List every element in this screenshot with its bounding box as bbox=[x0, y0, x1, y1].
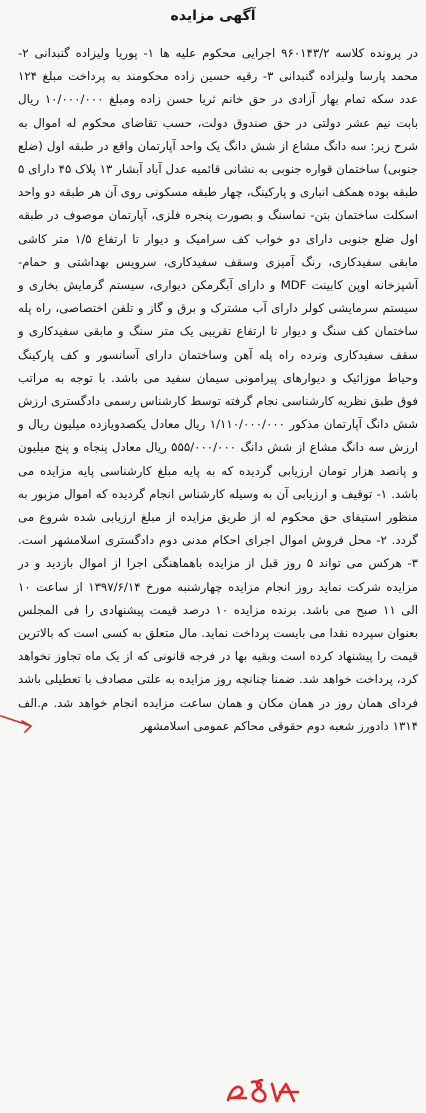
notice-paragraph: در پرونده کلاسه ۹۶۰۱۴۳/۲ اجرایی محکوم علیه ها ۱- پوریا ولیزاده گنبدانی ۲- محمد پارسا ولیزاده گنبدانی ۳- رقیه حسین زاده محکومند به پرداخت مبلغ ۱۲۴ عدد سکه تمام بهار آزادی در حق خانم ثریا حسن زاده ومبلغ ۱۰/۰۰۰/۰۰۰ ریال بابت نیم عشر دولتی در حق صندوق دولت، حسب تقاضای محکوم له اموال به شرح زیر: سه دانگ مشاع از شش دانگ یک واحد آپارتمان واقع در طبقه اول (ضلع جنوبی) ساختمان قواره جنوبی به نشانی قائمیه عدل آباد آبشار ۱۳ پلاک ۴۵ دارای ۵ طبقه بوده همکف انباری و پارکینگ، چهار طبقه مسکونی روی آن هر طبقه دو واحد اسکلت ساختمان بتن- نماسنگ و بصورت پنجره فلزی، آپارتمان موصوف در طبقه اول ضلع جنوبی دارای دو خواب کف سرامیک و دیوار تا ارتفاع ۱/۵ متر کاشی مابقی سفیدکاری، رنگ آمیزی وسقف سفیدکاری، سرویس بهداشتی و حمام- آشپزخانه اوپن کابینت MDF و دارای آبگرمکن دیواری، سیستم گرمایش بخاری و سیستم سرمایشی کولر دارای آب مشترک و برق و گاز و تلفن اختصاصی، راه پله ساختمان کف سنگ و دیوار تا ارتفاع تقریبی یک متر سنگ و مابقی سفیدکاری و سقف سفیدکاری ونرده راه پله آهن وساختمان دارای آسانسور و کف پارکینگ وحیاط موزائیک و دیوارهای پیرامونی سیمان سفید می باشد. با توجه به مراتب فوق طبق نظریه کارشناسی نجام گرفته توسط کارشناس رسمی دادگستری ارزش شش دانگ آپارتمان مذکور ۱/۱۱۰/۰۰۰/۰۰۰ ریال معادل یکصدویازده میلیون ریال و ارزش سه دانگ مشاع از شش دانگ ۵۵۵/۰۰۰/۰۰۰ ریال معادل پنجاه و پنج میلیون و پانصد هزار تومان ارزیابی گردیده که به پایه مبلغ کارشناسی پایه مزایده می باشد. ۱- توقیف و ارزیابی آن به وسیله کارشناس انجام گردیده که اموال مزبور به منظور استیفای حق محکوم له از طریق مزایده از مبلغ ارزیابی شده شروع می گردد. ۲- محل فروش اموال اجرای احکام مدنی دوم دادگستری اسلامشهر است. ۳- هرکس می تواند ۵ روز قبل از مزایده باهماهنگی اجرا از اموال بازدید و در مزایده شرکت نماید روز انجام مزایده چهارشنبه مورخ ۱۳۹۷/۶/۱۴ از ساعت ۱۰ الی ۱۱ صبح می باشد. برنده مزایده ۱۰ درصد قیمت پیشنهادی را فی المجلس بعنوان سپرده نقدا می بایست پرداخت نماید. مال متعلق به کسی است که بالاترین قیمت را پیشنهاد کرده است وبقیه بها در فرجه قانونی که از یک ماه تجاوز نخواهد کرد، پرداخت خواهد شد. ضمنا چنانچه روز مزایده به علتی مصادف با تعطیلی باشد فردای همان روز در همان مکان و همان ساعت مزایده انجام خواهد شد. م.الف ۱۳۱۴ دادورز شعبه دوم حقوقی محاکم عمومی اسلامشهر bbox=[18, 46, 419, 733]
notice-body bbox=[18, 42, 418, 738]
handwritten-code-mark bbox=[222, 1074, 304, 1106]
red-pen-mark bbox=[0, 712, 34, 734]
notice-title: آگهی مزایده bbox=[170, 8, 256, 24]
